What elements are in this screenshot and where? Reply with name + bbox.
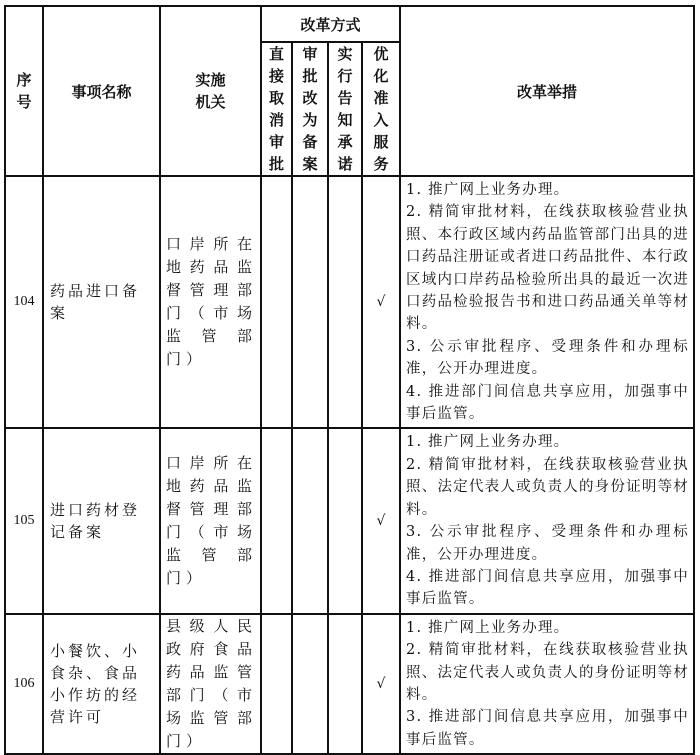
table-row — [5, 176, 694, 428]
reform-table — [4, 5, 695, 755]
header-mode-optimize — [362, 42, 400, 176]
header-measures: 改革举措 — [400, 6, 694, 176]
row-mode-optimize-check-icon: √ — [362, 428, 400, 613]
header-mode-commitment — [328, 42, 362, 176]
row-measures — [400, 428, 694, 613]
row-seq: 105 — [5, 428, 43, 613]
row-mode-optimize-check-icon: √ — [362, 176, 400, 428]
measure-item: 1. 推广网上业务办理。 — [406, 434, 570, 451]
row-mode-commitment — [328, 176, 362, 428]
header-org — [160, 6, 261, 176]
header-mode-cancel — [261, 42, 292, 176]
header-item-name: 事项名称 — [43, 6, 160, 176]
table-row — [5, 428, 694, 613]
row-mode-filing — [292, 428, 328, 613]
table-header — [5, 6, 694, 176]
row-seq: 104 — [5, 176, 43, 428]
measure-item: 1. 推广网上业务办理。 — [406, 182, 570, 198]
row-mode-commitment — [328, 614, 362, 754]
row-org: 口岸所在地药品监督管理部门（市场监管部门） — [160, 428, 261, 613]
header-seq — [5, 6, 43, 176]
row-mode-filing — [292, 176, 328, 428]
measure-item: 2. 精简审批材料，在线获取核验营业执照、法定代表人或负责人的身份证明等材料。 — [406, 642, 689, 703]
row-item-name: 药品进口备案 — [43, 176, 160, 428]
row-mode-cancel — [261, 428, 292, 613]
measure-item: 4. 推进部门间信息共享应用，加强事中事后监管。 — [406, 383, 689, 423]
row-mode-commitment — [328, 428, 362, 613]
row-mode-filing — [292, 614, 328, 754]
measure-item: 3. 公示审批程序、受理条件和办理标准，公开办理进度。 — [406, 524, 689, 563]
row-org: 口岸所在地药品监督管理部门（市场监管部门） — [160, 176, 261, 428]
row-mode-optimize-check-icon: √ — [362, 614, 400, 754]
header-mode-commitment-label: 实行告知承诺 — [337, 45, 353, 173]
header-mode-filing-label: 审批改为备案 — [302, 45, 318, 173]
row-item-name: 进口药材登记备案 — [43, 428, 160, 613]
row-measures — [400, 176, 694, 428]
header-mode-cancel-label: 直接取消审批 — [268, 45, 284, 173]
header-seq-label: 序号 — [16, 71, 32, 111]
measure-item: 3. 公示审批程序、受理条件和办理标准，公开办理进度。 — [406, 338, 689, 378]
measure-item: 3. 推进部门间信息共享应用，加强事中事后监管。 — [406, 709, 689, 748]
measure-item: 2. 精简审批材料，在线获取核验营业执照、本行政区域内药品监管部门出具的进口药品注册证或者进口药品批件、本行政区域内口岸药品检验所出具的最近一次进口药品检验报告书和进口药品通关单等材料。 — [406, 204, 689, 333]
header-mode-optimize-label: 优化准入服务 — [373, 45, 389, 173]
row-org: 县级人民政府食品药品监管部门（市场监管部门） — [160, 614, 261, 754]
row-measures — [400, 614, 694, 754]
row-seq: 106 — [5, 614, 43, 754]
row-mode-cancel — [261, 614, 292, 754]
measure-item: 4. 推进部门间信息共享应用，加强事中事后监管。 — [406, 568, 689, 608]
table-row — [5, 614, 694, 754]
row-mode-cancel — [261, 176, 292, 428]
header-org-label: 实施机关 — [195, 71, 226, 111]
measure-item: 2. 精简审批材料，在线获取核验营业执照、法定代表人或负责人的身份证明等材料。 — [406, 456, 689, 518]
row-item-name: 小餐饮、小食杂、食品小作坊的经营许可 — [43, 614, 160, 754]
header-mode-filing — [292, 42, 328, 176]
measure-item: 1. 推广网上业务办理。 — [406, 619, 570, 636]
header-reform-mode: 改革方式 — [261, 6, 400, 42]
